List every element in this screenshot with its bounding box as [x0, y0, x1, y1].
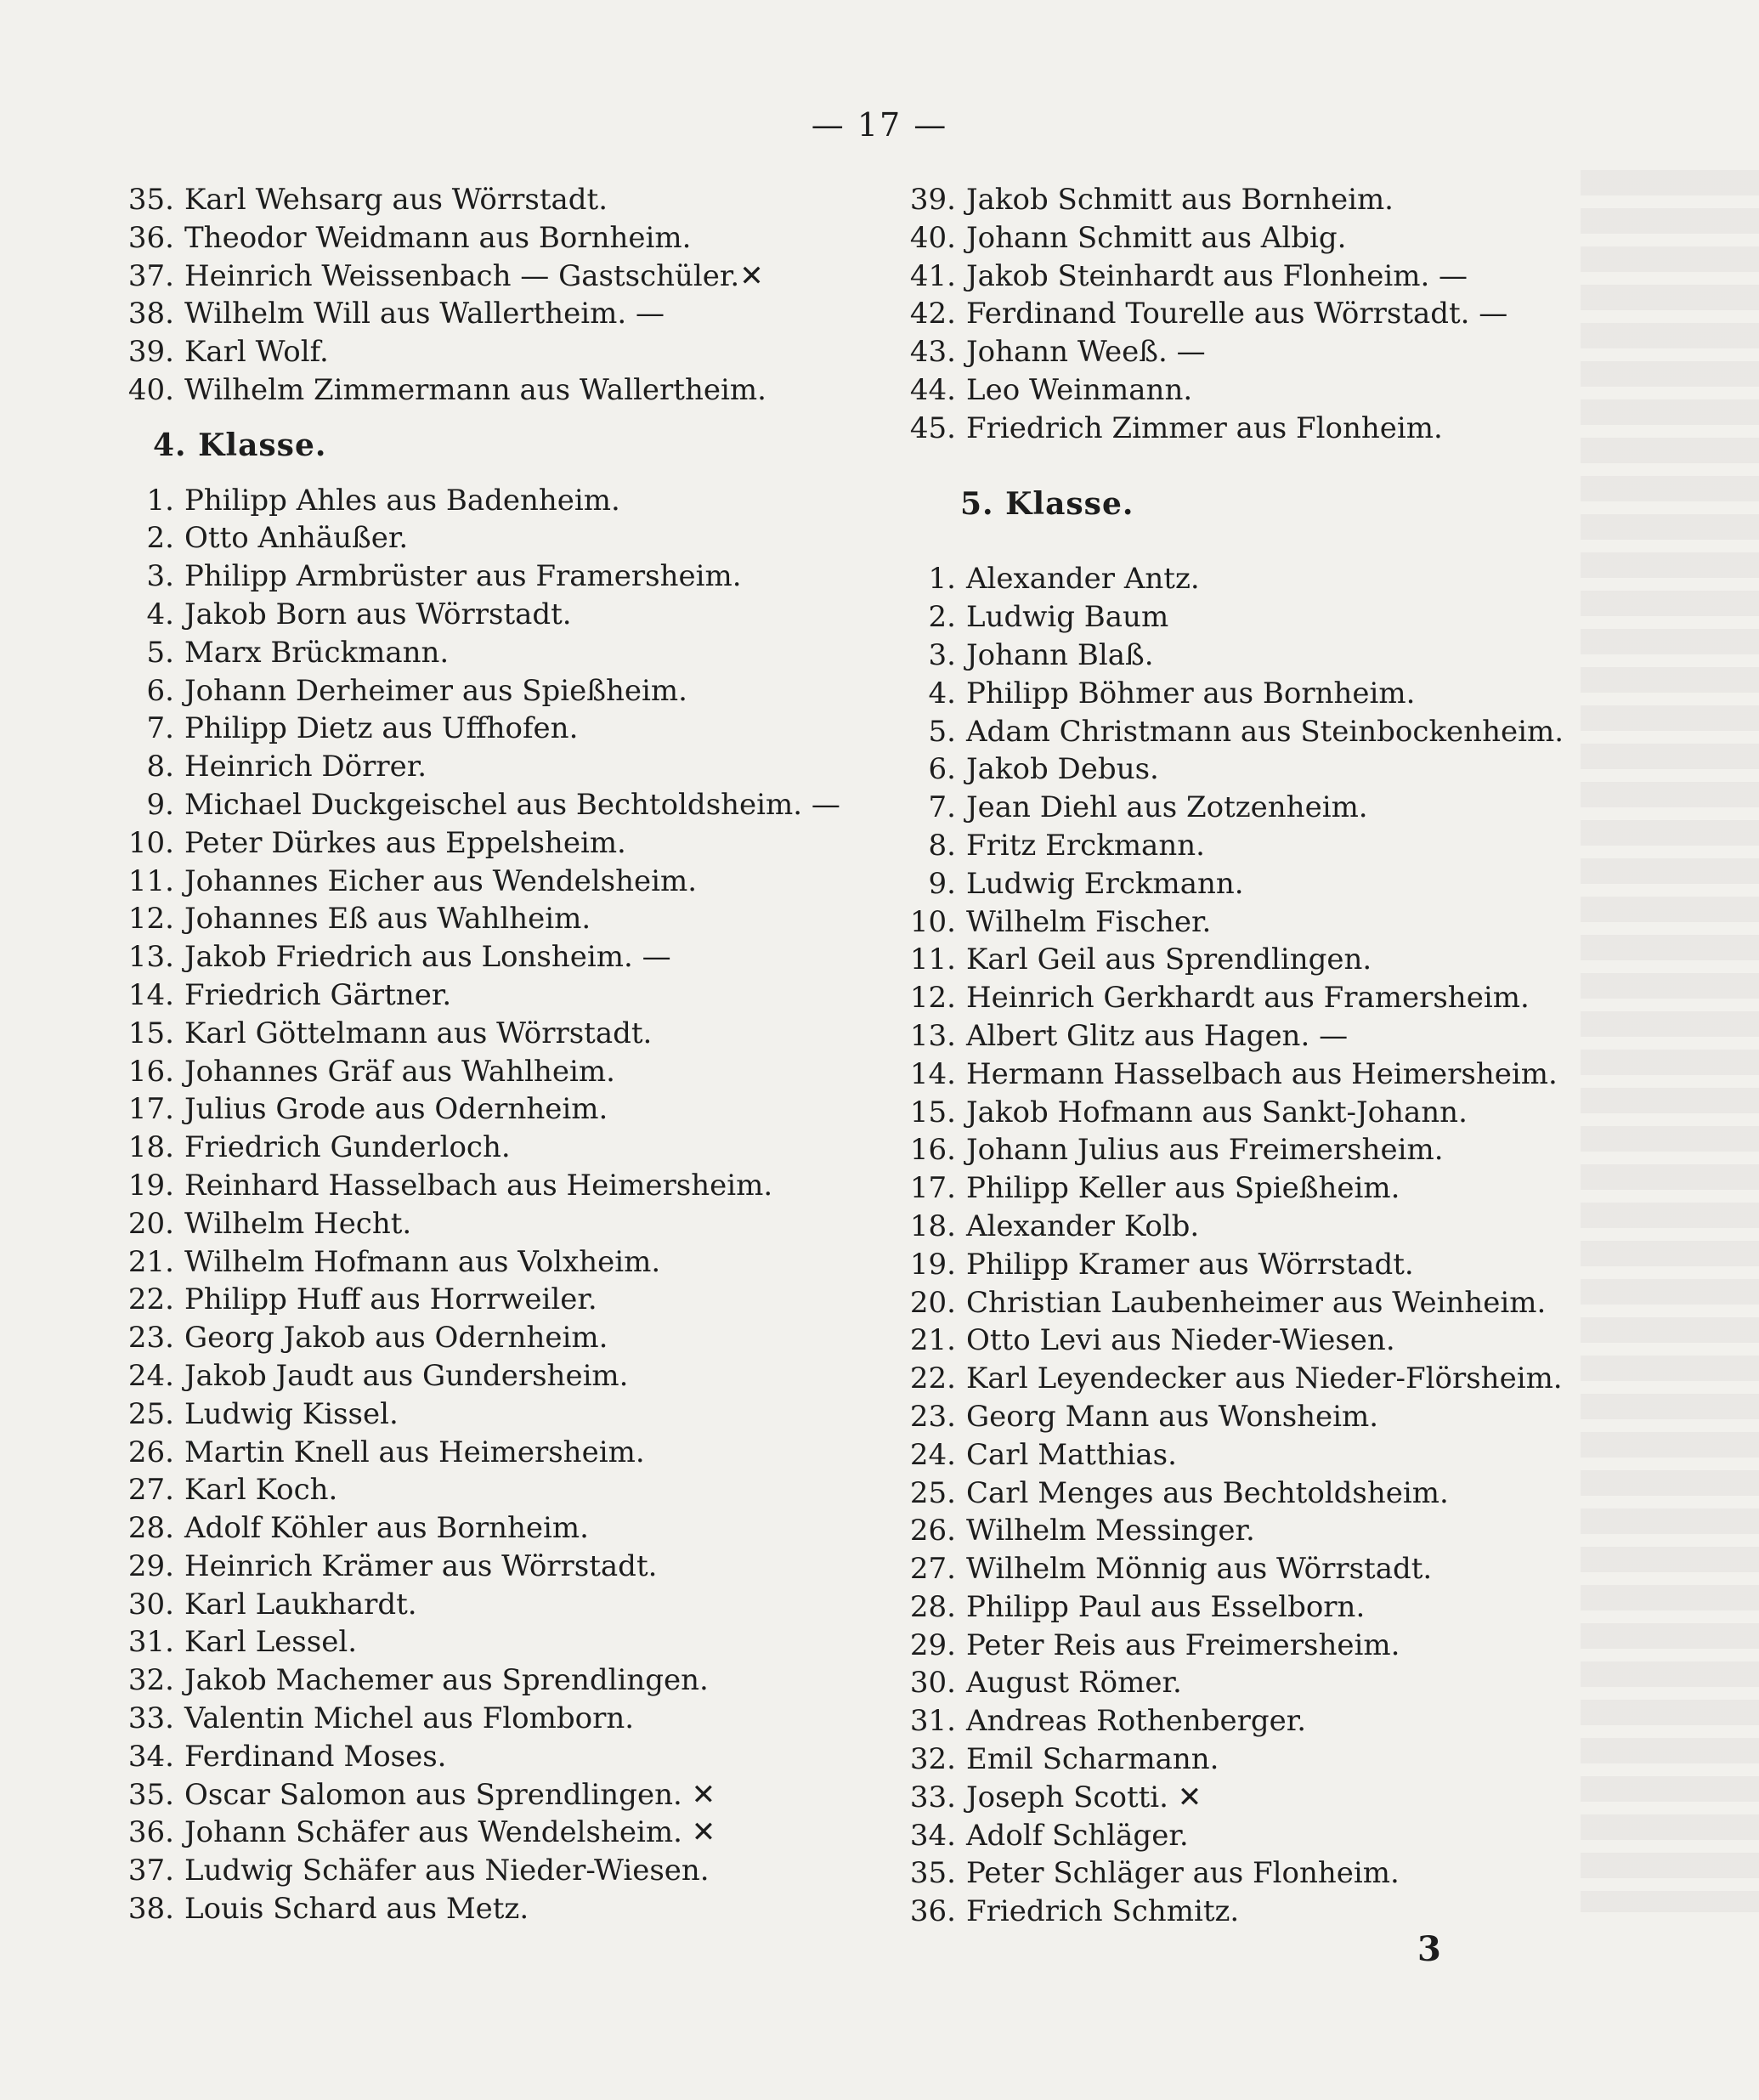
- entry-number: 37.: [127, 1854, 174, 1888]
- list-item: [884, 1702, 1649, 1741]
- list-item: [102, 1471, 867, 1509]
- list-item: [102, 1434, 867, 1472]
- entry-number: 35.: [909, 1856, 956, 1891]
- entry-name: Jean Diehl aus Zotzenheim.: [966, 790, 1368, 825]
- list-item: [884, 1664, 1649, 1702]
- entry-name: Georg Jakob aus Odernheim.: [184, 1321, 608, 1356]
- entry-name: Johann Schäfer aus Wendelsheim. ✕: [184, 1815, 716, 1850]
- class-4-heading: 4. Klasse.: [153, 427, 327, 463]
- list-item: [102, 900, 867, 938]
- entry-name: Fritz Erckmann.: [966, 828, 1205, 863]
- list-item: [102, 672, 867, 710]
- entry-name: Wilhelm Fischer.: [966, 904, 1212, 939]
- entry-name: Adolf Köhler aus Bornheim.: [184, 1511, 589, 1546]
- list-item: [102, 976, 867, 1015]
- list-item: [884, 1475, 1649, 1513]
- entry-name: Otto Levi aus Nieder-Wiesen.: [966, 1323, 1395, 1358]
- entry-number: 20.: [127, 1206, 174, 1241]
- page-number: — 17 —: [811, 106, 948, 144]
- signature-mark: 3: [1417, 1929, 1441, 1969]
- entry-name: Hermann Hasselbach aus Heimersheim.: [966, 1056, 1558, 1091]
- entry-number: 9.: [928, 866, 956, 901]
- list-item: [102, 786, 867, 824]
- list-item: [102, 710, 867, 748]
- entry-name: Oscar Salomon aus Sprendlingen. ✕: [184, 1777, 716, 1812]
- entry-name: Friedrich Gunderloch.: [184, 1130, 511, 1165]
- entry-number: 33.: [127, 1701, 174, 1736]
- entry-number: 45.: [909, 410, 956, 445]
- class-4-list: [102, 482, 867, 1928]
- entry-name: Jakob Debus.: [966, 752, 1159, 787]
- entry-number: 25.: [127, 1396, 174, 1431]
- entry-number: 44.: [909, 372, 956, 407]
- entry-number: 34.: [909, 1818, 956, 1853]
- list-item: [884, 1512, 1649, 1550]
- entry-name: Karl Göttelmann aus Wörrstadt.: [184, 1016, 653, 1050]
- list-item: [102, 295, 867, 333]
- list-item: [102, 1281, 867, 1319]
- entry-number: 12.: [909, 981, 956, 1016]
- entry-number: 8.: [146, 750, 174, 784]
- list-item: [884, 560, 1649, 598]
- entry-name: Karl Wolf.: [184, 335, 329, 370]
- entry-name: Johann Weeß. —: [966, 335, 1206, 370]
- entry-number: 5.: [146, 635, 174, 670]
- entry-number: 32.: [909, 1742, 956, 1777]
- entry-number: 29.: [909, 1627, 956, 1662]
- entry-number: 7.: [928, 790, 956, 825]
- entry-number: 43.: [909, 335, 956, 370]
- class-5-heading: 5. Klasse.: [960, 485, 1134, 522]
- class-5-list: [884, 560, 1649, 1931]
- entry-name: Philipp Böhmer aus Bornheim.: [966, 676, 1416, 710]
- list-item: [102, 181, 867, 219]
- entry-name: Johannes Eicher aus Wendelsheim.: [184, 863, 698, 898]
- list-item: [102, 1661, 867, 1700]
- list-item: [884, 827, 1649, 865]
- entry-name: Wilhelm Will aus Wallertheim. —: [184, 297, 665, 331]
- entry-number: 31.: [127, 1625, 174, 1660]
- list-item: [102, 1623, 867, 1661]
- list-item: [102, 1167, 867, 1205]
- entry-name: Ludwig Kissel.: [184, 1396, 399, 1431]
- entry-name: Andreas Rothenberger.: [966, 1704, 1307, 1739]
- entry-number: 15.: [127, 1016, 174, 1050]
- list-item: [884, 1322, 1649, 1360]
- entry-name: Friedrich Schmitz.: [966, 1894, 1240, 1929]
- entry-number: 40.: [909, 220, 956, 255]
- entry-name: Alexander Antz.: [966, 562, 1200, 597]
- list-item: [102, 1090, 867, 1129]
- entry-name: Louis Schard aus Metz.: [184, 1892, 529, 1927]
- entry-number: 20.: [909, 1285, 956, 1320]
- list-item: [102, 219, 867, 258]
- list-item: [102, 1129, 867, 1167]
- list-item: [884, 750, 1649, 789]
- entry-number: 4.: [146, 597, 174, 631]
- entry-number: 27.: [909, 1552, 956, 1587]
- entry-name: Karl Leyendecker aus Nieder-Flörsheim.: [966, 1361, 1563, 1396]
- entry-name: Marx Brückmann.: [184, 635, 450, 670]
- left-column: [102, 181, 867, 1928]
- list-item: [884, 219, 1649, 258]
- list-item: [102, 596, 867, 634]
- entry-name: Albert Glitz aus Hagen. —: [966, 1018, 1349, 1053]
- entry-number: 37.: [127, 258, 174, 293]
- list-item: [884, 1588, 1649, 1627]
- list-item: [884, 1056, 1649, 1094]
- list-item: [884, 1208, 1649, 1246]
- entry-name: Johannes Gräf aus Wahlheim.: [184, 1054, 615, 1089]
- entry-number: 29.: [127, 1548, 174, 1583]
- list-item: [102, 1243, 867, 1282]
- list-item: [102, 1700, 867, 1738]
- entry-number: 28.: [909, 1589, 956, 1624]
- list-item: [102, 824, 867, 863]
- entry-number: 38.: [127, 297, 174, 331]
- entry-number: 23.: [127, 1321, 174, 1356]
- entry-number: 6.: [928, 752, 956, 787]
- list-item: [884, 637, 1649, 675]
- list-item: [102, 1509, 867, 1548]
- entry-name: Martin Knell aus Heimersheim.: [184, 1435, 645, 1469]
- entry-name: Philipp Keller aus Spießheim.: [966, 1171, 1400, 1206]
- list-item: [102, 333, 867, 371]
- entry-number: 40.: [127, 372, 174, 407]
- list-item: [102, 482, 867, 520]
- list-item: [884, 1398, 1649, 1436]
- list-item: [102, 1205, 867, 1243]
- list-item: [884, 1817, 1649, 1855]
- list-item: [884, 333, 1649, 371]
- entry-number: 25.: [909, 1475, 956, 1510]
- entry-number: 41.: [909, 258, 956, 293]
- entry-number: 38.: [127, 1892, 174, 1927]
- entry-number: 13.: [127, 940, 174, 975]
- entry-name: Friedrich Zimmer aus Flonheim.: [966, 410, 1443, 445]
- entry-number: 24.: [909, 1437, 956, 1472]
- entry-name: Jakob Hofmann aus Sankt-Johann.: [966, 1095, 1468, 1129]
- entry-number: 22.: [909, 1361, 956, 1396]
- entry-name: Christian Laubenheimer aus Weinheim.: [966, 1285, 1547, 1320]
- entry-number: 24.: [127, 1358, 174, 1393]
- entry-name: Ferdinand Moses.: [184, 1739, 447, 1774]
- list-item: [102, 1395, 867, 1434]
- entry-name: Karl Geil aus Sprendlingen.: [966, 942, 1372, 977]
- entry-number: 9.: [146, 787, 174, 822]
- list-item: [102, 1814, 867, 1852]
- entry-name: Ferdinand Tourelle aus Wörrstadt. —: [966, 297, 1508, 331]
- entry-name: Jakob Born aus Wörrstadt.: [184, 597, 572, 631]
- entry-name: Philipp Dietz aus Uffhofen.: [184, 711, 579, 746]
- entry-number: 39.: [909, 183, 956, 217]
- entry-number: 42.: [909, 297, 956, 331]
- entry-name: Jakob Schmitt aus Bornheim.: [966, 183, 1394, 217]
- entry-number: 36.: [127, 1815, 174, 1850]
- entry-number: 21.: [909, 1323, 956, 1358]
- entry-name: Karl Wehsarg aus Wörrstadt.: [184, 183, 608, 217]
- entry-name: Ludwig Erckmann.: [966, 866, 1244, 901]
- entry-name: Heinrich Gerkhardt aus Framersheim.: [966, 981, 1530, 1016]
- entry-number: 36.: [127, 220, 174, 255]
- entry-name: Philipp Paul aus Esselborn.: [966, 1589, 1366, 1624]
- entry-number: 34.: [127, 1739, 174, 1774]
- list-item: [884, 1436, 1649, 1475]
- list-item: [884, 1094, 1649, 1132]
- list-item: [102, 1015, 867, 1053]
- entry-name: Philipp Armbrüster aus Framersheim.: [184, 559, 742, 594]
- entry-number: 23.: [909, 1399, 956, 1434]
- entry-name: Karl Laukhardt.: [184, 1587, 417, 1622]
- list-item: [884, 1131, 1649, 1169]
- entry-name: Heinrich Krämer aus Wörrstadt.: [184, 1548, 658, 1583]
- entry-name: Johann Julius aus Freimersheim.: [966, 1133, 1444, 1168]
- entry-number: 15.: [909, 1095, 956, 1129]
- entry-name: Heinrich Dörrer.: [184, 750, 427, 784]
- entry-number: 11.: [127, 863, 174, 898]
- entry-number: 13.: [909, 1018, 956, 1053]
- entry-name: Michael Duckgeischel aus Bechtoldsheim. —: [184, 787, 840, 822]
- entry-number: 14.: [909, 1056, 956, 1091]
- list-item: [102, 1776, 867, 1814]
- list-item: [102, 519, 867, 558]
- entry-number: 11.: [909, 942, 956, 977]
- list-item: [884, 789, 1649, 827]
- entry-name: Jakob Steinhardt aus Flonheim. —: [966, 258, 1468, 293]
- entry-number: 1.: [146, 483, 174, 518]
- list-item: [884, 1854, 1649, 1893]
- entry-number: 30.: [909, 1666, 956, 1701]
- entry-number: 10.: [127, 825, 174, 860]
- list-item: [884, 1169, 1649, 1208]
- list-item: [102, 1586, 867, 1624]
- entry-name: Valentin Michel aus Flomborn.: [184, 1701, 635, 1736]
- entry-number: 10.: [909, 904, 956, 939]
- list-item: [884, 1360, 1649, 1398]
- entry-name: Wilhelm Zimmermann aus Wallertheim.: [184, 372, 766, 407]
- list-item: [884, 1741, 1649, 1779]
- entry-number: 17.: [909, 1171, 956, 1206]
- entry-number: 12.: [127, 902, 174, 937]
- entry-number: 18.: [909, 1208, 956, 1243]
- entry-number: 22.: [127, 1282, 174, 1317]
- list-item: [884, 941, 1649, 979]
- entry-name: Philipp Kramer aus Wörrstadt.: [966, 1247, 1414, 1282]
- list-item: [884, 410, 1649, 448]
- entry-name: Carl Menges aus Bechtoldsheim.: [966, 1475, 1449, 1510]
- entry-name: Jakob Machemer aus Sprendlingen.: [184, 1663, 709, 1698]
- entry-name: Ludwig Schäfer aus Nieder-Wiesen.: [184, 1854, 710, 1888]
- entry-number: 17.: [127, 1092, 174, 1127]
- list-item: [884, 181, 1649, 219]
- entry-name: Peter Schläger aus Flonheim.: [966, 1856, 1400, 1891]
- entry-number: 7.: [146, 711, 174, 746]
- entry-number: 36.: [909, 1894, 956, 1929]
- list-item: [102, 1852, 867, 1890]
- entry-number: 27.: [127, 1473, 174, 1508]
- entry-name: Heinrich Weissenbach — Gastschüler.✕: [184, 258, 764, 293]
- list-item: [102, 371, 867, 410]
- list-item: [884, 598, 1649, 637]
- entry-number: 2.: [928, 600, 956, 635]
- list-item: [102, 1738, 867, 1776]
- entry-number: 5.: [928, 714, 956, 749]
- list-item: [884, 1246, 1649, 1284]
- list-item: [884, 295, 1649, 333]
- entry-name: Otto Anhäußer.: [184, 521, 409, 556]
- list-item: [884, 371, 1649, 410]
- entry-name: Adam Christmann aus Steinbockenheim.: [966, 714, 1564, 749]
- entry-number: 39.: [127, 335, 174, 370]
- entry-number: 21.: [127, 1244, 174, 1279]
- list-item: [884, 713, 1649, 751]
- entry-number: 3.: [928, 637, 956, 672]
- entry-name: Alexander Kolb.: [966, 1208, 1200, 1243]
- entry-number: 14.: [127, 977, 174, 1012]
- list-item: [884, 1284, 1649, 1322]
- list-item: [102, 558, 867, 596]
- entry-name: Wilhelm Hofmann aus Volxheim.: [184, 1244, 661, 1279]
- list-item: [102, 748, 867, 786]
- entry-number: 19.: [127, 1168, 174, 1203]
- entry-number: 1.: [928, 562, 956, 597]
- entry-name: Leo Weinmann.: [966, 372, 1193, 407]
- entry-name: Peter Dürkes aus Eppelsheim.: [184, 825, 626, 860]
- entry-number: 35.: [127, 1777, 174, 1812]
- entry-name: August Römer.: [966, 1666, 1182, 1701]
- list-item: [884, 1017, 1649, 1056]
- entry-name: Theodor Weidmann aus Bornheim.: [184, 220, 692, 255]
- entry-name: Georg Mann aus Wonsheim.: [966, 1399, 1379, 1434]
- entry-number: 6.: [146, 673, 174, 708]
- list-item: [102, 1890, 867, 1928]
- list-item: [102, 634, 867, 672]
- entry-name: Reinhard Hasselbach aus Heimersheim.: [184, 1168, 773, 1203]
- entry-name: Carl Matthias.: [966, 1437, 1177, 1472]
- entry-name: Jakob Jaudt aus Gundersheim.: [184, 1358, 629, 1393]
- entry-name: Karl Koch.: [184, 1473, 338, 1508]
- entry-name: Ludwig Baum: [966, 600, 1169, 635]
- list-item: [102, 1319, 867, 1357]
- entry-name: Johann Blaß.: [966, 637, 1154, 672]
- entry-name: Johann Derheimer aus Spießheim.: [184, 673, 687, 708]
- list-item: [884, 675, 1649, 713]
- list-item: [102, 1357, 867, 1395]
- entry-name: Julius Grode aus Odernheim.: [184, 1092, 608, 1127]
- entry-name: Johann Schmitt aus Albig.: [966, 220, 1347, 255]
- entry-name: Adolf Schläger.: [966, 1818, 1189, 1853]
- entry-number: 3.: [146, 559, 174, 594]
- list-item: [102, 258, 867, 296]
- entry-number: 30.: [127, 1587, 174, 1622]
- list-item: [102, 1548, 867, 1586]
- entry-number: 8.: [928, 828, 956, 863]
- entry-name: Friedrich Gärtner.: [184, 977, 452, 1012]
- list-item: [102, 938, 867, 976]
- entry-name: Emil Scharmann.: [966, 1742, 1219, 1777]
- entry-name: Karl Lessel.: [184, 1625, 358, 1660]
- right-column: [884, 181, 1649, 1931]
- entry-number: 35.: [127, 183, 174, 217]
- entry-name: Wilhelm Hecht.: [184, 1206, 412, 1241]
- list-item: [884, 1627, 1649, 1665]
- entry-number: 16.: [909, 1133, 956, 1168]
- entry-number: 26.: [909, 1514, 956, 1548]
- entry-number: 31.: [909, 1704, 956, 1739]
- entry-name: Wilhelm Messinger.: [966, 1514, 1255, 1548]
- entry-number: 4.: [928, 676, 956, 710]
- list-item: [102, 1053, 867, 1091]
- entry-number: 16.: [127, 1054, 174, 1089]
- entry-name: Peter Reis aus Freimersheim.: [966, 1627, 1400, 1662]
- entry-name: Wilhelm Mönnig aus Wörrstadt.: [966, 1552, 1433, 1587]
- entry-number: 19.: [909, 1247, 956, 1282]
- entry-name: Philipp Huff aus Horrweiler.: [184, 1282, 597, 1317]
- list-item: [884, 979, 1649, 1017]
- entry-name: Johannes Eß aus Wahlheim.: [184, 902, 591, 937]
- list-item: [884, 1893, 1649, 1931]
- entry-name: Jakob Friedrich aus Lonsheim. —: [184, 940, 671, 975]
- entry-number: 26.: [127, 1435, 174, 1469]
- list-item: [884, 865, 1649, 903]
- entry-name: Philipp Ahles aus Badenheim.: [184, 483, 620, 518]
- entry-number: 33.: [909, 1780, 956, 1814]
- entry-number: 28.: [127, 1511, 174, 1546]
- list-item: [102, 863, 867, 901]
- list-item: [884, 903, 1649, 942]
- left-top-list: [102, 181, 867, 410]
- list-item: [884, 258, 1649, 296]
- entry-name: Joseph Scotti. ✕: [966, 1780, 1202, 1814]
- entry-number: 32.: [127, 1663, 174, 1698]
- list-item: [884, 1550, 1649, 1588]
- entry-number: 2.: [146, 521, 174, 556]
- list-item: [884, 1779, 1649, 1817]
- right-top-list: [884, 181, 1649, 448]
- entry-number: 18.: [127, 1130, 174, 1165]
